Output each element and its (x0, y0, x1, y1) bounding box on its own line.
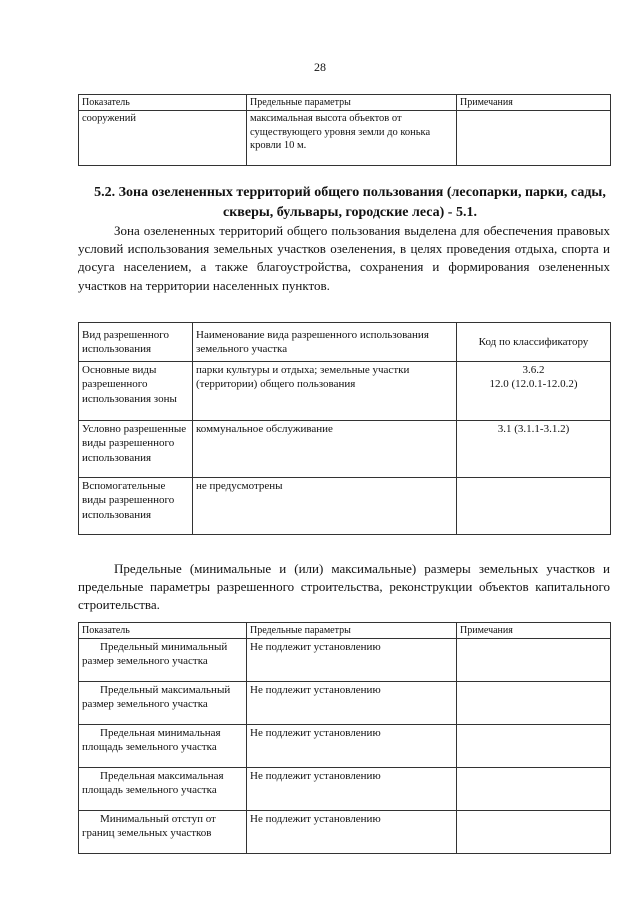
cell-parameters: Не подлежит установлению (247, 682, 457, 725)
cell-use-name: коммунальное обслуживание (193, 421, 457, 478)
cell-parameters: максимальная высота объектов от существующего уровня земли до конька кровли 10 м. (247, 111, 457, 166)
cell-indicator: Предельная максимальная площадь земельного участка (79, 768, 247, 811)
table-row (79, 811, 611, 854)
table-header-row (79, 623, 611, 639)
code-line: 3.1 (3.1.1-3.1.2) (497, 423, 570, 435)
table-row (79, 478, 611, 535)
cell-indicator: Предельная минимальная площадь земельного участка (79, 725, 247, 768)
cell-notes (457, 768, 611, 811)
header-code: Код по классификатору (457, 323, 611, 362)
header-indicator: Показатель (79, 623, 247, 639)
section-intro (78, 222, 610, 295)
cell-use-name: парки культуры и отдыха; земельные участки (территории) общего пользования (193, 362, 457, 421)
limit-parameters-table (78, 622, 611, 854)
table-header-row (79, 323, 611, 362)
permitted-use-table (78, 322, 611, 535)
cell-notes (457, 682, 611, 725)
table-row (79, 362, 611, 421)
header-parameters: Предельные параметры (247, 95, 457, 111)
cell-notes (457, 639, 611, 682)
table-row (79, 682, 611, 725)
cell-notes (457, 725, 611, 768)
table-row (79, 725, 611, 768)
header-use-name: Наименование вида разрешенного использования земельного участка (193, 323, 457, 362)
cell-notes (457, 111, 611, 166)
table-row (79, 111, 611, 166)
code-line: 3.6.2 (522, 364, 545, 376)
cell-code (457, 421, 611, 478)
cell-indicator: Минимальный отступ от границ земельных участков (79, 811, 247, 854)
limits-text: Предельные (минимальные и (или) максимальные) размеры земельных участков и предельные параметры разрешенного строительства, реконструкции объектов капитального строительства. (78, 561, 610, 613)
cell-parameters: Не подлежит установлению (247, 768, 457, 811)
limits-paragraph (78, 560, 610, 615)
cell-use-type: Основные виды разрешенного использования зоны (79, 362, 193, 421)
cell-indicator: сооружений (79, 111, 247, 166)
header-use-type: Вид разрешенного использования (79, 323, 193, 362)
cell-parameters: Не подлежит установлению (247, 725, 457, 768)
cell-indicator: Предельный максимальный размер земельного участка (79, 682, 247, 725)
cell-parameters: Не подлежит установлению (247, 639, 457, 682)
header-parameters: Предельные параметры (247, 623, 457, 639)
cell-use-name: не предусмотрены (193, 478, 457, 535)
table-row (79, 768, 611, 811)
cell-parameters: Не подлежит установлению (247, 811, 457, 854)
cell-code (457, 362, 611, 421)
cell-code (457, 478, 611, 535)
header-notes: Примечания (457, 623, 611, 639)
header-indicator: Показатель (79, 95, 247, 111)
cell-use-type: Вспомогательные виды разрешенного использования (79, 478, 193, 535)
page-number: 28 (314, 60, 326, 74)
header-notes: Примечания (457, 95, 611, 111)
parameters-table-continued (78, 94, 611, 166)
cell-indicator: Предельный минимальный размер земельного участка (79, 639, 247, 682)
code-line: 12.0 (12.0.1-12.0.2) (489, 378, 578, 391)
table-header-row (79, 95, 611, 111)
cell-use-type: Условно разрешенные виды разрешенного использования (79, 421, 193, 478)
table-row (79, 639, 611, 682)
cell-notes (457, 811, 611, 854)
section-heading: 5.2. Зона озелененных территорий общего пользования (лесопарки, парки, сады, скверы, бульвары, городские леса) - 5.1. (94, 185, 606, 221)
intro-text: Зона озелененных территорий общего пользования выделена для обеспечения правовых условий использования земельных участков озеленения, в целях проведения отдыха, спорта и досуга населением, а также благоустройства, сохранения и формирования озелененных участков на территории населенных пунктов. (78, 223, 610, 293)
table-row (79, 421, 611, 478)
